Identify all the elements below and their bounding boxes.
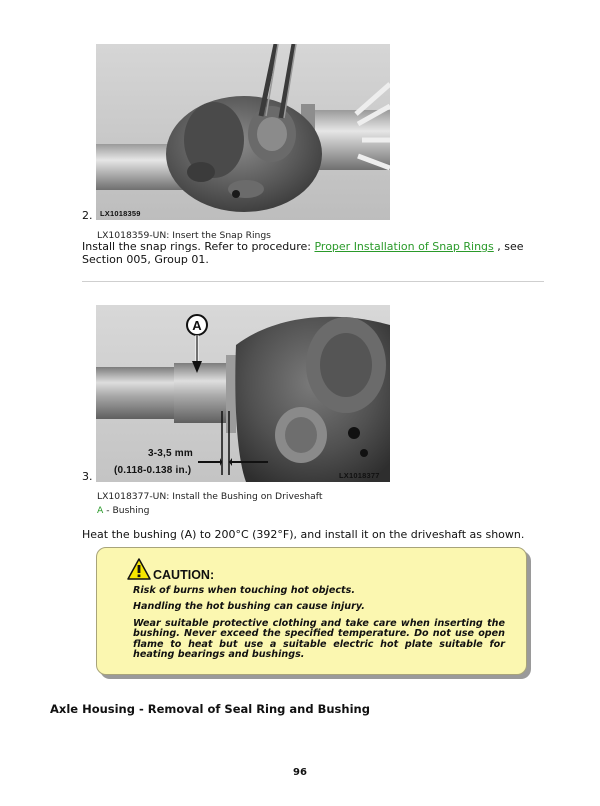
section-heading: Axle Housing - Removal of Seal Ring and Bushing <box>50 702 370 716</box>
instruction-text-after: , see <box>493 240 524 253</box>
instruction-line2: Section 005, Group 01. <box>82 252 209 266</box>
caution-box <box>96 547 527 675</box>
figure-caption: LX1018359-UN: Insert the Snap Rings <box>97 230 271 241</box>
dimension-mm-label: 3-3,5 mm <box>148 448 193 459</box>
dimension-in-label: (0.118-0.138 in.) <box>114 465 192 476</box>
universal-joint-illustration <box>96 44 390 220</box>
step-number: 2. <box>82 209 93 222</box>
page-number: 96 <box>293 767 307 778</box>
warning-triangle-icon <box>127 558 151 580</box>
legend-key: A <box>97 505 104 516</box>
snap-ring-photo <box>96 44 390 220</box>
callout-a-label: A <box>192 318 202 333</box>
step-number: 3. <box>82 470 93 483</box>
legend-item <box>97 504 149 517</box>
photo-id-label: LX1018359 <box>100 209 141 218</box>
divider <box>82 281 544 282</box>
snap-rings-procedure-link[interactable]: Proper Installation of Snap Rings <box>314 240 494 253</box>
figure-caption: LX1018377-UN: Install the Bushing on Driveshaft <box>97 491 323 502</box>
driveshaft-bushing-illustration <box>96 305 390 482</box>
photo-id-label: LX1018377 <box>339 471 380 480</box>
caution-line-2: Handling the hot bushing can cause injury. <box>133 601 365 612</box>
instruction-text: Install the snap rings. Refer to procedure: <box>82 240 315 253</box>
legend-text: - Bushing <box>103 505 150 516</box>
caution-title: CAUTION: <box>153 568 215 582</box>
caution-line-1: Risk of burns when touching hot objects. <box>133 585 355 596</box>
step-instructions <box>82 241 552 266</box>
caution-line-3: Wear suitable protective clothing and take care when inserting the bushing. Never exceed the specified temperature. Do not use open flame to heat but use a suitable electric hot plate suitable for heating bearings and bushings. <box>133 618 505 660</box>
bushing-photo <box>96 305 390 482</box>
step-instructions: Heat the bushing (A) to 200°C (392°F), and install it on the driveshaft as shown. <box>82 528 525 541</box>
